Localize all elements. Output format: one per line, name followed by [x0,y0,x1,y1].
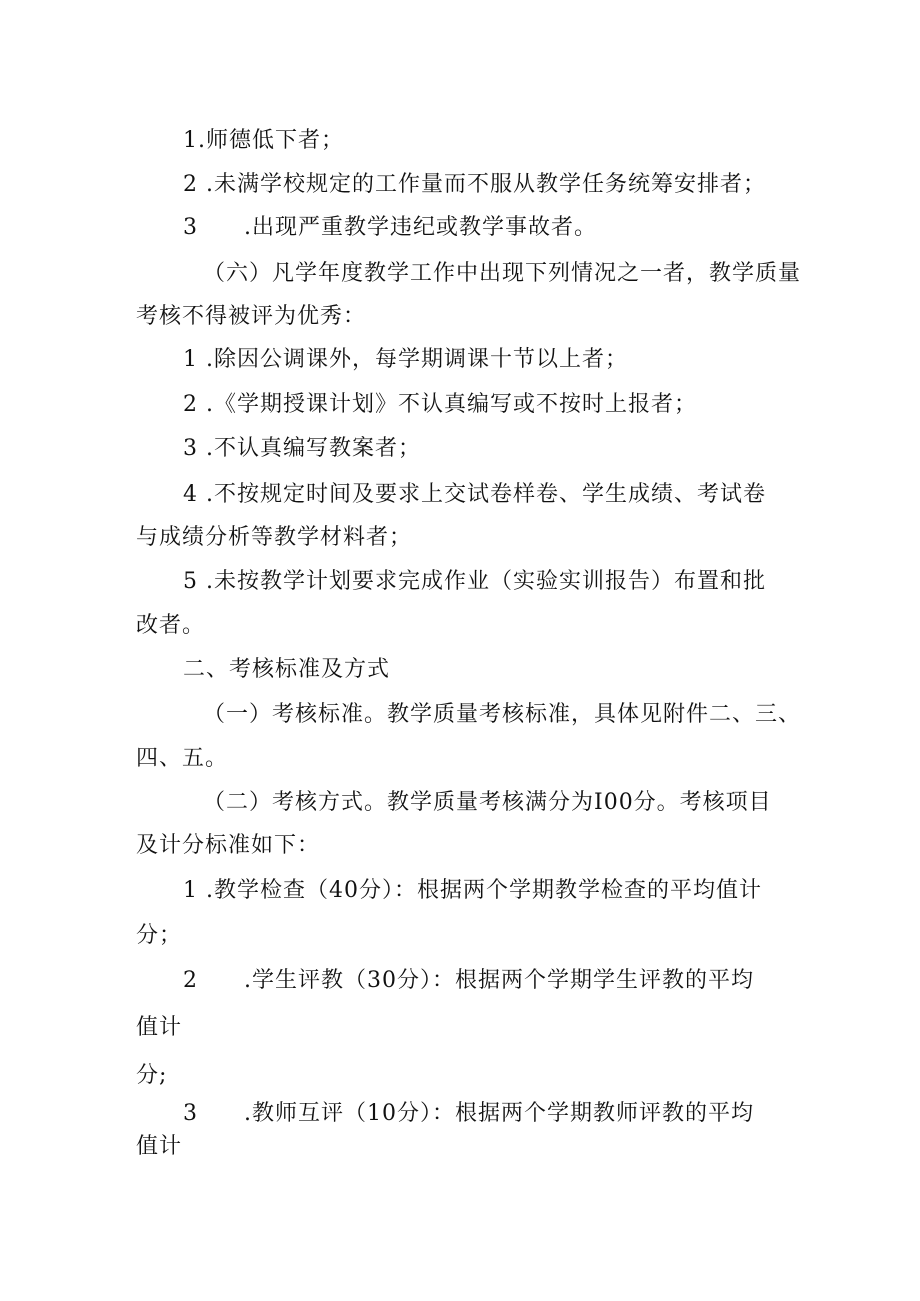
text-line-24: 值计 [136,1134,183,1159]
text-line-11: 5 .未按教学计划要求完成作业（实验实训报告）布置和批 [183,569,766,594]
text-line-2: 2 .未满学校规定的工作量而不服从教学任务统筹安排者； [183,172,766,197]
text-line-23: 3 .教师互评（10分）：根据两个学期教师评教的平均 [183,1101,754,1126]
text-line-14: （一）考核标准。教学质量考核标准，具体见附件二、三、 [203,702,802,727]
text-line-5: 考核不得被评为优秀： [136,304,367,329]
text-line-1: 1.师德低下者； [183,128,344,153]
text-line-17: 及计分标准如下： [136,833,321,858]
text-line-18: 1 .教学检查（40分）：根据两个学期教学检查的平均值计 [183,878,762,903]
text-line-8: 3 .不认真编写教案者； [183,436,421,461]
text-line-6: 1 .除因公调课外，每学期调课十节以上者； [183,347,628,372]
text-line-21: 值计 [136,1015,183,1040]
text-line-10: 与成绩分析等教学材料者； [136,525,413,550]
text-line-4: （六）凡学年度教学工作中出现下列情况之一者，教学质量 [203,261,802,286]
text-line-19: 分； [136,923,183,948]
text-line-20: 2 .学生评教（30分）：根据两个学期学生评教的平均 [183,968,754,993]
text-line-13: 二、考核标准及方式 [183,657,391,682]
text-line-15: 四、五。 [136,746,229,771]
text-line-12: 改者。 [136,613,206,638]
text-line-9: 4 .不按规定时间及要求上交试卷样卷、学生成绩、考试卷 [183,482,766,507]
text-line-7: 2 .《学期授课计划》不认真编写或不按时上报者； [183,392,697,417]
text-line-22: 分; [136,1063,168,1088]
text-line-3: 3 .出现严重教学违纪或教学事故者。 [183,215,597,240]
text-line-16: （二）考核方式。教学质量考核满分为I00分。考核项目 [203,790,772,815]
